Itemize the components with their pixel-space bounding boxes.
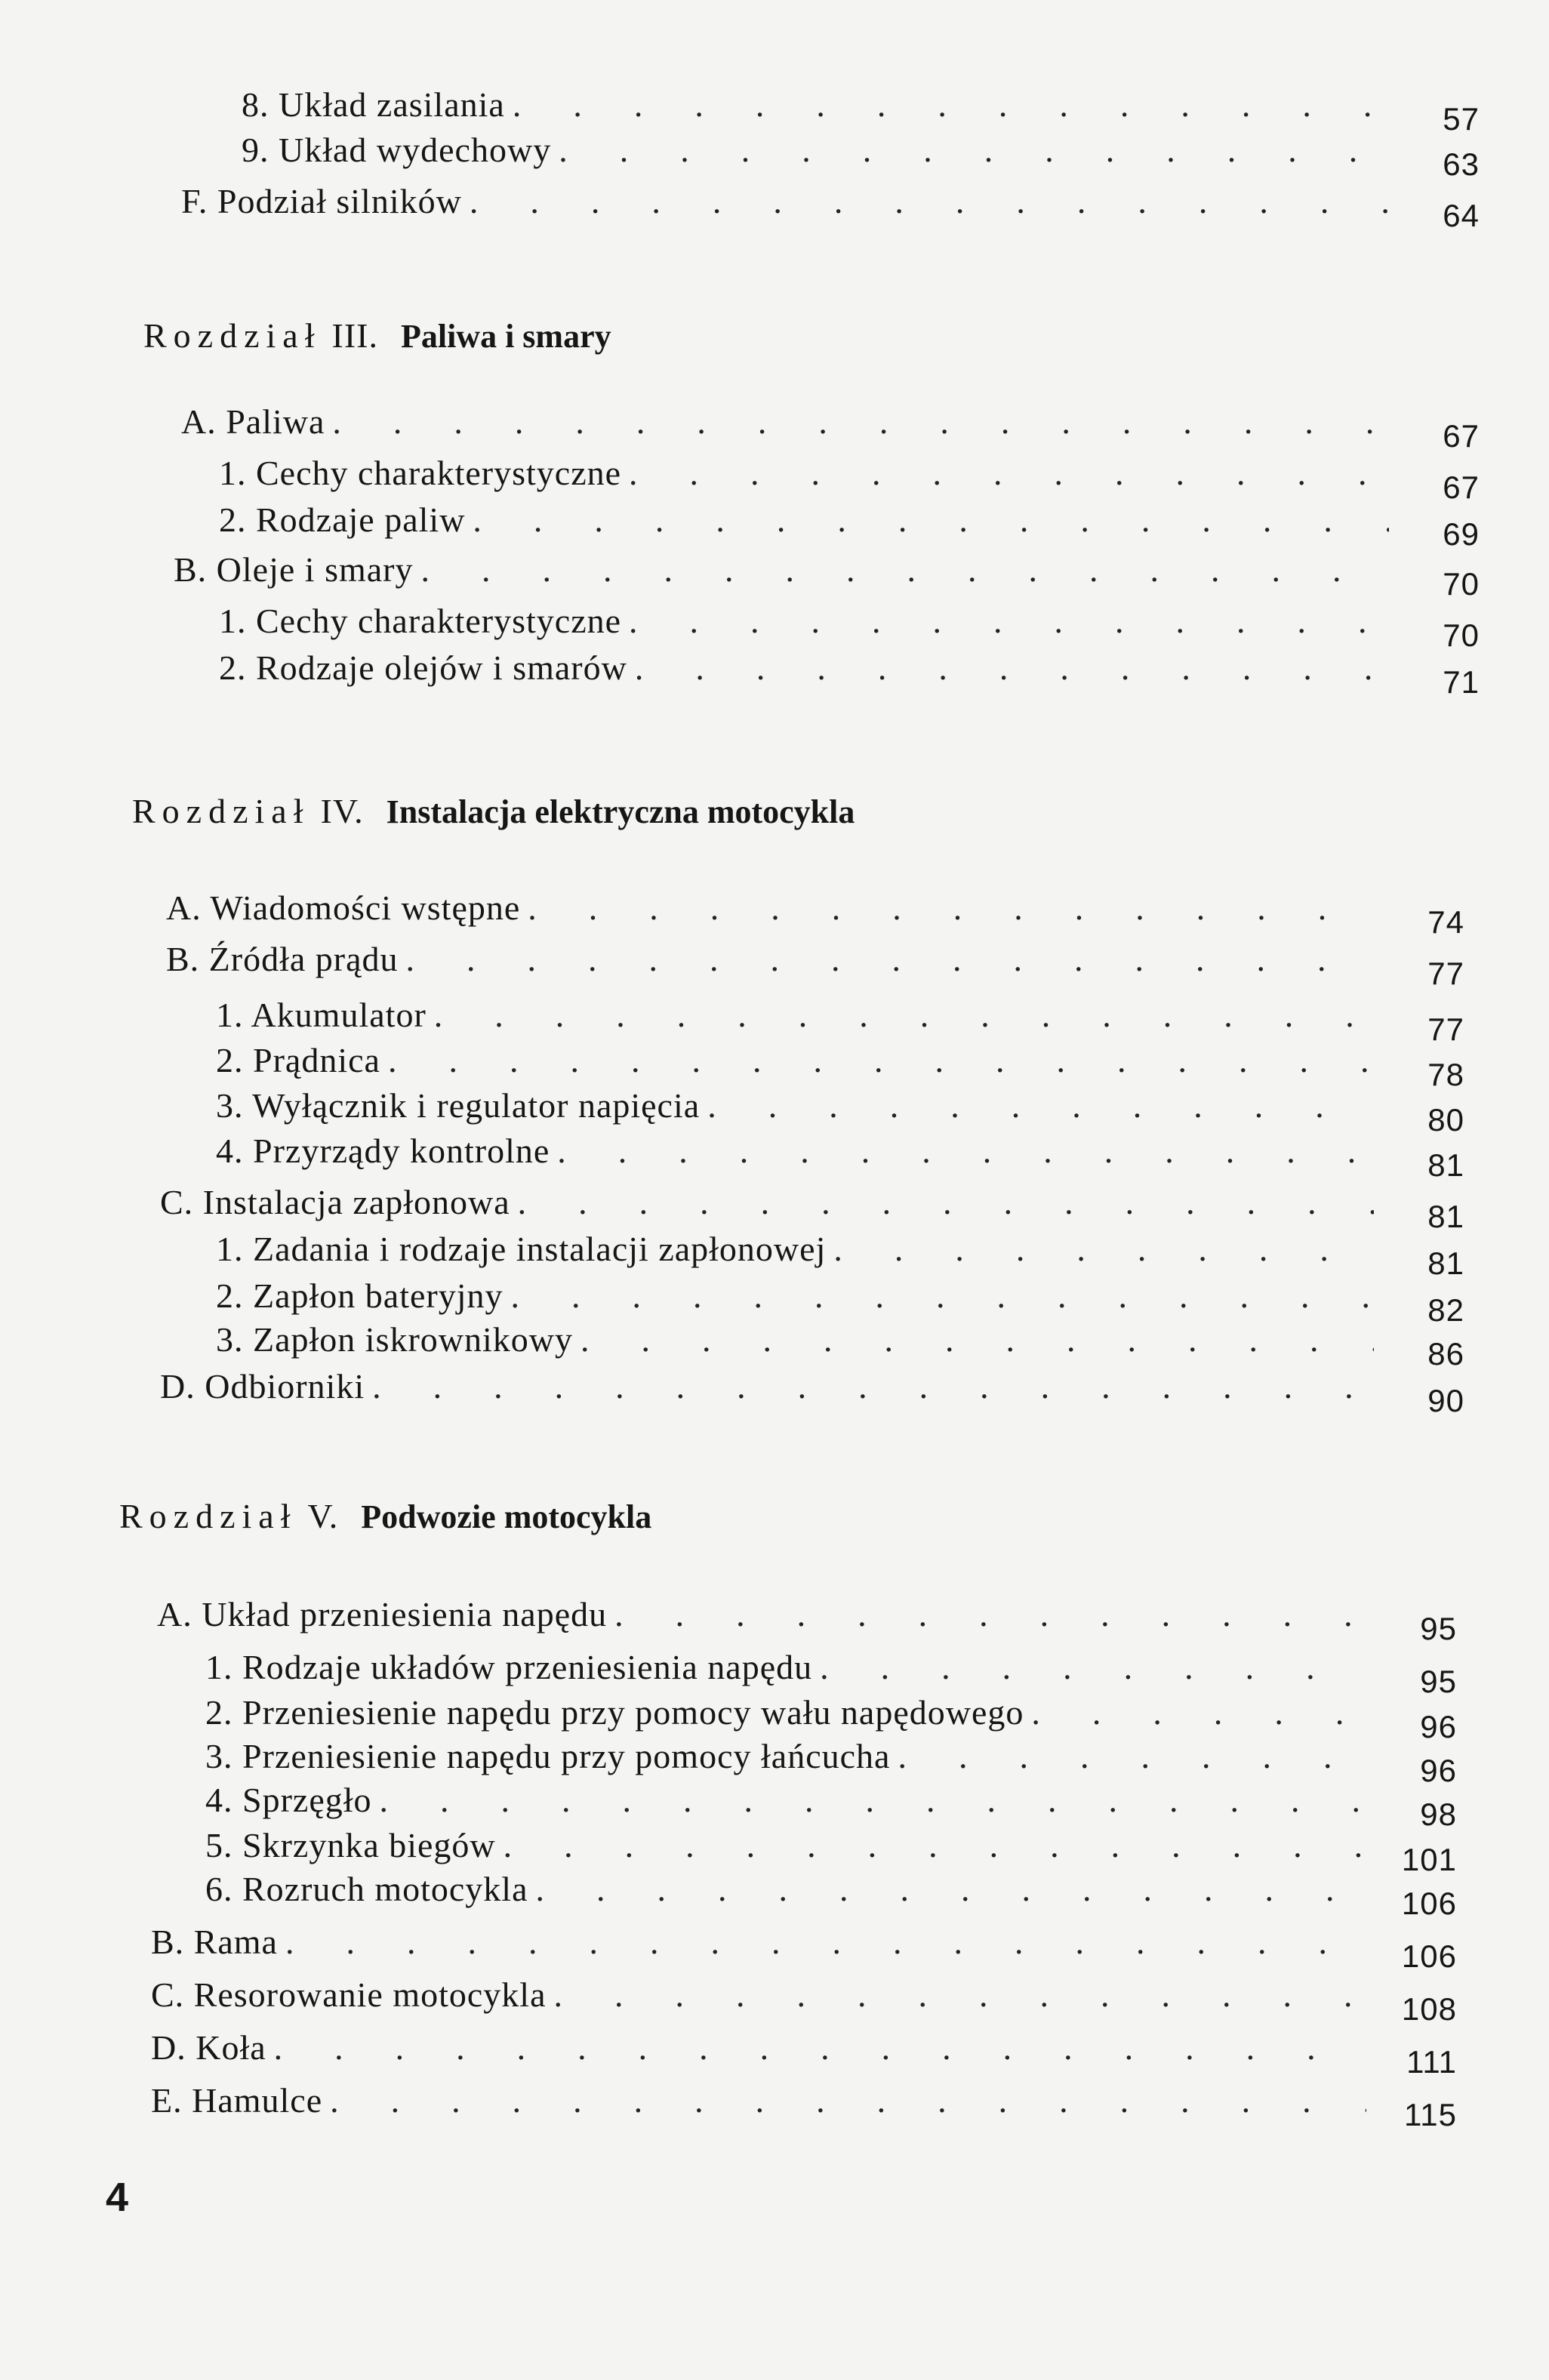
entry-page: 81 [1427, 1199, 1464, 1234]
toc-entry [151, 2080, 1457, 2132]
entry-page: 67 [1443, 418, 1480, 454]
toc-entry [160, 1366, 1464, 1418]
toc-entry [151, 1922, 1457, 1974]
entry-label: C. Resorowanie motocykla [151, 1975, 547, 2014]
entry-page: 57 [1443, 101, 1480, 137]
entry-label: 1. Akumulator [216, 996, 427, 1034]
entry-page: 82 [1427, 1292, 1464, 1328]
entry-page: 108 [1401, 1991, 1457, 2027]
entry-label: 1. Rodzaje układów przeniesienia napędu [205, 1648, 813, 1686]
toc-entry [219, 648, 1480, 700]
dot-leader [1031, 1692, 1366, 1732]
dot-leader [285, 1922, 1366, 1962]
chapter-number: III. [331, 316, 378, 355]
dot-leader [274, 2027, 1366, 2067]
entry-page: 95 [1420, 1664, 1457, 1699]
entry-page: 77 [1427, 1011, 1464, 1047]
entry-label: 1. Zadania i rodzaje instalacji zapłonowej [216, 1230, 827, 1268]
dot-leader [513, 85, 1389, 125]
entry-page: 63 [1443, 146, 1480, 182]
entry-page: 115 [1404, 2097, 1457, 2132]
entry-label: 6. Rozruch motocykla [205, 1870, 528, 1908]
toc-entry [181, 181, 1480, 233]
toc-entry [216, 1276, 1464, 1328]
toc-entry [160, 1182, 1464, 1234]
entry-page: 67 [1443, 470, 1480, 505]
toc-entry [205, 1825, 1457, 1877]
dot-leader [421, 550, 1390, 590]
toc-entry [205, 1869, 1457, 1921]
dot-leader [511, 1276, 1374, 1316]
toc-entry [216, 1131, 1464, 1183]
entry-page: 96 [1420, 1753, 1457, 1788]
chapter-word: Rozdział [132, 792, 310, 830]
dot-leader [629, 453, 1389, 493]
entry-label: A. Paliwa [181, 402, 325, 441]
dot-leader [554, 1975, 1366, 2015]
entry-label: D. Odbiorniki [160, 1367, 365, 1406]
dot-leader [580, 1319, 1374, 1359]
toc-entry [216, 1040, 1464, 1092]
entry-label: 1. Cechy charakterystyczne [219, 454, 622, 492]
entry-label: 4. Przyrządy kontrolne [216, 1132, 550, 1170]
dot-leader [518, 1182, 1374, 1222]
dot-leader [372, 1366, 1374, 1406]
toc-entry [219, 601, 1480, 653]
entry-label: 1. Cechy charakterystyczne [219, 602, 622, 640]
dot-leader [614, 1594, 1366, 1634]
chapter-word: Rozdział [119, 1497, 297, 1535]
dot-leader [332, 402, 1389, 442]
entry-label: 3. Wyłącznik i regulator napięcia [216, 1086, 701, 1125]
entry-label: A. Wiadomości wstępne [166, 888, 521, 927]
entry-page: 74 [1427, 904, 1464, 940]
toc-entry [205, 1736, 1457, 1788]
entry-page: 64 [1443, 198, 1480, 233]
entry-page: 81 [1427, 1147, 1464, 1183]
dot-leader [470, 181, 1389, 221]
dot-leader [528, 888, 1374, 928]
toc-entry [205, 1647, 1457, 1699]
entry-label: E. Hamulce [151, 2081, 323, 2120]
dot-leader [380, 1780, 1366, 1820]
toc-entry [216, 1319, 1464, 1372]
entry-label: C. Instalacja zapłonowa [160, 1183, 510, 1221]
entry-label: 2. Zapłon bateryjny [216, 1276, 504, 1315]
entry-label: 2. Przeniesienie napędu przy pomocy wału napędowego [205, 1693, 1024, 1732]
dot-leader [557, 1131, 1374, 1171]
entry-page: 95 [1420, 1611, 1457, 1646]
chapter-heading [132, 791, 855, 831]
entry-page: 81 [1427, 1245, 1464, 1281]
toc-entry [216, 1085, 1464, 1138]
chapter-title: Podwozie motocykla [361, 1498, 652, 1535]
entry-page: 106 [1401, 1938, 1457, 1974]
entry-page: 70 [1443, 617, 1480, 653]
toc-entry [205, 1692, 1457, 1744]
entry-page: 90 [1427, 1383, 1464, 1418]
entry-page: 80 [1427, 1102, 1464, 1138]
dot-leader [536, 1869, 1366, 1909]
toc-entry [242, 130, 1480, 182]
dot-leader [635, 648, 1389, 688]
entry-page: 101 [1401, 1842, 1457, 1877]
dot-leader [898, 1736, 1366, 1776]
chapter-title: Instalacja elektryczna motocykla [386, 793, 855, 830]
dot-leader [559, 130, 1389, 170]
entry-label: 8. Układ zasilania [242, 85, 505, 124]
entry-label: 2. Rodzaje paliw [219, 500, 466, 539]
dot-leader [833, 1229, 1374, 1269]
toc-entry [219, 453, 1480, 505]
chapter-word: Rozdział [143, 316, 322, 355]
entry-label: A. Układ przeniesienia napędu [157, 1595, 608, 1633]
entry-page: 86 [1427, 1336, 1464, 1372]
entry-label: D. Koła [151, 2028, 266, 2067]
entry-label: B. Rama [151, 1923, 278, 1961]
dot-leader [406, 939, 1374, 979]
entry-label: B. Źródła prądu [166, 940, 399, 978]
toc-entry [166, 939, 1464, 991]
entry-label: F. Podział silników [181, 182, 462, 220]
dot-leader [629, 601, 1389, 641]
dot-leader [434, 995, 1374, 1035]
chapter-heading [119, 1496, 651, 1536]
entry-label: B. Oleje i smary [174, 550, 414, 589]
toc-entry [151, 1975, 1457, 2027]
toc-entry [216, 1229, 1464, 1281]
chapter-title: Paliwa i smary [400, 318, 611, 355]
chapter-number: V. [307, 1497, 339, 1535]
entry-page: 106 [1401, 1886, 1457, 1921]
entry-label: 2. Prądnica [216, 1041, 380, 1079]
dot-leader [388, 1040, 1374, 1080]
chapter-heading [143, 316, 611, 356]
toc-entry [157, 1594, 1457, 1646]
entry-page: 77 [1427, 956, 1464, 991]
dot-leader [820, 1647, 1366, 1687]
dot-leader [330, 2080, 1366, 2120]
dot-leader [707, 1085, 1374, 1125]
entry-label: 3. Zapłon iskrownikowy [216, 1320, 574, 1359]
entry-label: 9. Układ wydechowy [242, 131, 552, 169]
entry-label: 2. Rodzaje olejów i smarów [219, 648, 627, 687]
entry-page: 69 [1443, 516, 1480, 552]
entry-page: 71 [1443, 664, 1480, 700]
toc-entry [174, 550, 1480, 602]
entry-label: 5. Skrzynka biegów [205, 1826, 496, 1864]
entry-page: 70 [1443, 566, 1480, 602]
entry-label: 3. Przeniesienie napędu przy pomocy łańcucha [205, 1737, 891, 1775]
page-number: 4 [106, 2175, 129, 2220]
toc-entry [205, 1780, 1457, 1832]
chapter-number: IV. [320, 792, 364, 830]
dot-leader [473, 500, 1389, 540]
dot-leader [504, 1825, 1366, 1865]
entry-page: 96 [1420, 1709, 1457, 1744]
toc-entry [219, 500, 1480, 552]
toc-entry [181, 402, 1480, 454]
toc-entry [216, 995, 1464, 1047]
entry-label: 4. Sprzęgło [205, 1781, 372, 1819]
toc-entry [151, 2027, 1457, 2080]
toc-entry [166, 888, 1464, 940]
entry-page: 111 [1406, 2044, 1457, 2080]
toc-entry [242, 85, 1480, 137]
entry-page: 78 [1427, 1057, 1464, 1092]
entry-page: 98 [1420, 1797, 1457, 1832]
